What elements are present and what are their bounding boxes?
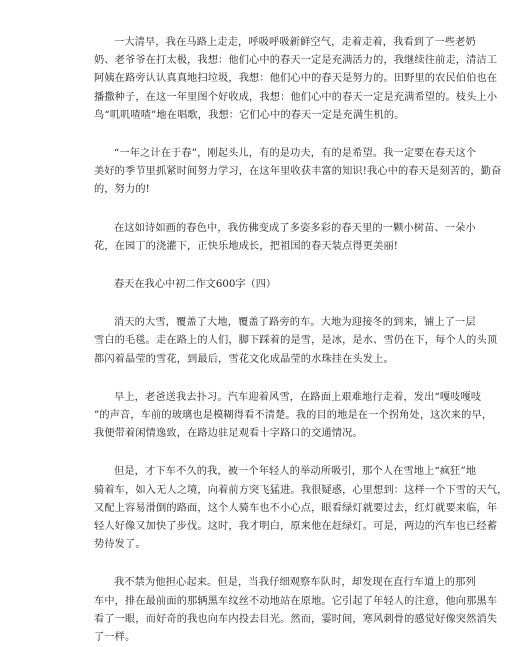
paragraph-line: 早上，老爸送我去扑习。汽车迎着风雪，在路面上艰难地行走着，发出“嘎吱嘎吱 bbox=[114, 391, 482, 403]
paragraph-line: 美好的季节里抓紧时间努力学习，在这年里收获丰富的知识!我心中的春天是刻苦的，勤奋 bbox=[94, 166, 502, 178]
paragraph-line: 看了一眼，而好奇的我也向车内投去目光。然而，霎时间，寒风刺骨的感觉好像突然消失 bbox=[94, 613, 498, 625]
paragraph-line: 又配上容易滑倒的路面，这个人骑车也不小心点，眼看绿灯就要过去，红灯就要来临，年 bbox=[94, 502, 498, 514]
paragraph-line: 车中，排在最前面的那辆黑车纹丝不动地站在原地。它引起了年轻人的注意，他向那黑车 bbox=[94, 595, 498, 607]
paragraph-line: 的，努力的! bbox=[94, 184, 150, 196]
paragraph-line: 雪白的毛毯。走在路上的人们，脚下踩着的是雪，是冰，是水、雪仍在下，每个人的头顶 bbox=[94, 335, 498, 347]
paragraph-line: 骑着车，如入无人之境，向着前方突飞猛进。我很疑惑，心里想到：这样一个下雪的天气， bbox=[94, 484, 508, 496]
paragraph-6 bbox=[94, 463, 508, 554]
paragraph-2 bbox=[94, 145, 502, 200]
paragraph-line: ”的声音，车前的玻璃也是模糊得看不清楚。我的目的地是在一个拐角处，这次来的早， bbox=[94, 410, 493, 422]
paragraph-line: 奶、老爷爷在打太极，我想：他们心中的春天一定是充满活力的，我继续往前走，清洁工 bbox=[94, 55, 498, 67]
paragraph-gap bbox=[94, 443, 436, 463]
paragraph-gap bbox=[94, 125, 436, 145]
paragraph-line: 花，在园丁的浇灌下，正快乐地成长，把祖国的春天装点得更美丽! bbox=[94, 240, 399, 252]
paragraph-7 bbox=[94, 574, 498, 647]
paragraph-3 bbox=[94, 220, 476, 256]
paragraph-line: 鸟“叽叽喳喳”地在唱歌，我想：它们心中的春天一定是充满生机的。 bbox=[94, 109, 405, 121]
paragraph-line: 一大清早，我在马路上走走，呼吸呼吸新鲜空气，走着走着，我看到了一些老奶 bbox=[114, 37, 476, 48]
paragraph-line: 势待发了。 bbox=[94, 539, 146, 551]
paragraph-4 bbox=[94, 314, 498, 369]
paragraph-line: 播撒种子，在这一年里图个好收成，我想：他们心中的春天一定是充满希望的。枝头上小 bbox=[94, 91, 498, 103]
paragraph-line: 我便带着闲情逸致，在路边驻足观看十字路口的交通情况。 bbox=[94, 428, 363, 440]
paragraph-line: “一年之计在于春”，刚起头儿，有的是功夫，有的是希望。我一定要在春天这个 bbox=[114, 148, 477, 160]
paragraph-line: 轻人好像又加快了步伐。这时，我才明白，原来他在赶绿灯。可是，两边的汽车也已经蓄 bbox=[94, 521, 498, 533]
paragraph-line: 了一样。 bbox=[94, 632, 136, 644]
paragraph-gap bbox=[94, 294, 436, 314]
paragraph-line: 我不禁为他担心起来。但是，当我仔细观察车队时，却发现在直行车道上的那列 bbox=[114, 577, 476, 589]
paragraph-1 bbox=[94, 34, 498, 125]
section-heading: 春天在我心中初二作文600字（四） bbox=[114, 279, 277, 291]
paragraph-gap bbox=[94, 369, 436, 389]
paragraph-line: 在这如诗如画的春色中，我仿佛变成了多姿多彩的春天里的一颗小树苗、一朵小 bbox=[114, 222, 476, 234]
paragraph-gap bbox=[94, 200, 436, 220]
paragraph-5 bbox=[94, 389, 493, 444]
paragraph-line: 都闪着晶莹的雪花，到最后，雪花文化成晶莹的水珠挂在头发上。 bbox=[94, 353, 394, 365]
paragraph-line: 阿姨在路旁认认真真地扫垃圾，我想：他们心中的春天是努力的。田野里的农民伯伯也在 bbox=[94, 73, 498, 85]
paragraph-gap bbox=[94, 256, 436, 276]
paragraph-line: 但是，才下车不久的我，被一个年轻人的举动所吸引，那个人在雪地上“疯狂”地 bbox=[114, 466, 477, 478]
paragraph-line: 消天的大雪，覆盖了大地，覆盖了路旁的车。大地为迎接冬的到来，铺上了一层 bbox=[114, 317, 476, 329]
paragraph-gap bbox=[94, 554, 436, 574]
